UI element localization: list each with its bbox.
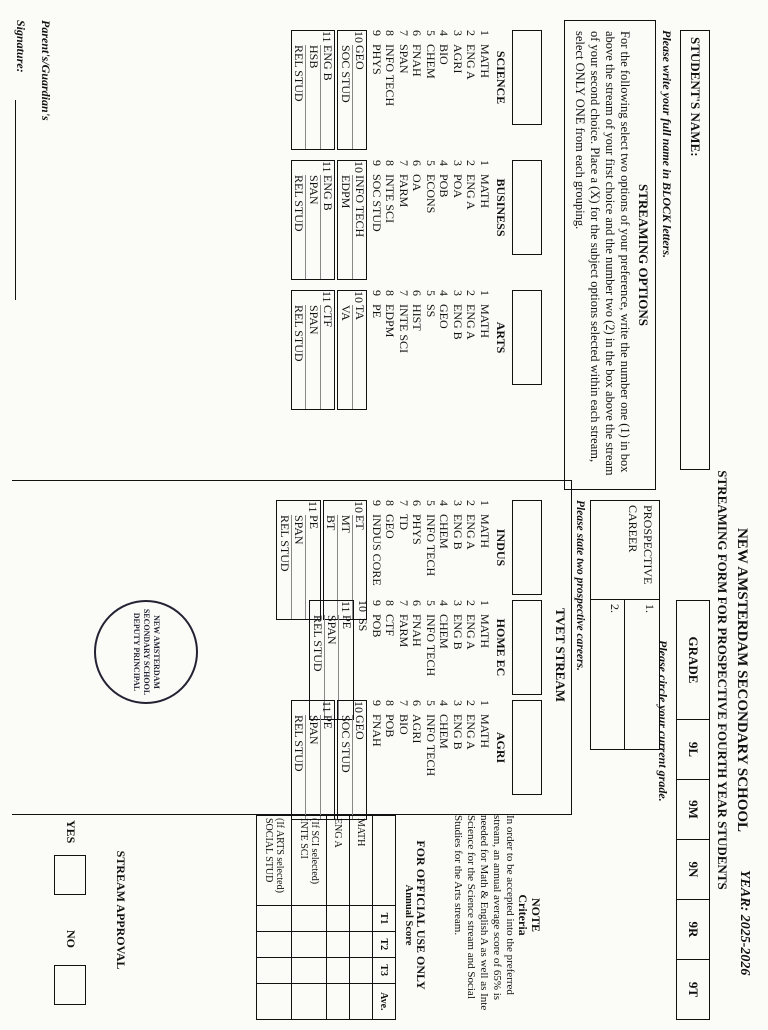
subject-option[interactable]: MATH [478,174,492,209]
stream-heading: AGRI [494,731,508,764]
career-field-1[interactable]: 1. [624,600,659,749]
subject-option[interactable]: ENG A [464,514,479,550]
row-label: (If ARTS selected) SOCIAL STUD [257,816,292,906]
item-num: 8 [383,600,398,606]
subject-option[interactable]: AGRI [451,44,465,74]
career-instruction: Please state two prospective careers. [574,500,586,671]
subject-option[interactable]: BIO [437,44,452,65]
subject-option[interactable]: SPAN [291,515,306,619]
subject-option[interactable]: AGRI [410,714,425,744]
stream-heading: HOME EC [494,618,508,677]
item-num: 10 [356,600,371,612]
approval-yes-box[interactable] [54,855,86,895]
item-num: 8 [383,500,398,506]
table-row [327,816,350,1020]
item-num: 9 [370,700,384,706]
score-cell[interactable] [292,906,327,932]
item-num: 1 [478,700,492,706]
school-stamp: NEW AMSTERDAM SECONDARY SCHOOL DEPUTY PRINCIPAL [94,600,198,704]
subject-option[interactable]: ENG A [464,174,479,210]
streaming-options-instruction: For the following select two options of your preference, write the number one (1) in box above the stream of your first choice and the number two (2) in the box above the stream of your second choice. Place a (X) for the subject options selected within each stream, select ONLY ONE from each grouping. [573,31,632,476]
subject-option[interactable]: POA [451,174,465,199]
subject-option[interactable]: MATH [478,614,492,649]
row-label: (If SCI selected) INTE SCI [292,816,327,906]
item-num: 9 [370,600,384,606]
grade-option-9r[interactable]: 9R [677,900,709,960]
subject-option[interactable]: PHYS [370,44,384,75]
subject-option[interactable]: OA [410,174,425,192]
grade-instruction: Please circle your current grade. [656,640,670,802]
subject-option[interactable]: INDUS CORE [370,514,384,586]
subject-option[interactable]: CTF [320,305,335,409]
subject-option[interactable]: ET [352,515,367,619]
subject-option[interactable]: SOC STUD [339,45,353,103]
subject-option[interactable]: ENG B [451,514,465,550]
subject-option[interactable]: SS [424,304,438,318]
annual-score-table [256,815,396,1020]
stream-choice-box-business[interactable] [512,160,542,255]
subject-option[interactable]: ENG B [451,304,465,340]
score-cell[interactable] [292,983,327,1019]
score-cell[interactable] [350,983,373,1019]
subject-option[interactable]: SS [356,618,371,632]
subject-option[interactable]: REL STUD [292,715,307,772]
item-num: 1 [478,160,492,166]
subject-option[interactable]: CHEM [424,44,438,79]
subject-option[interactable]: REL STUD [311,615,325,672]
subject-option[interactable]: PHYS [410,514,425,545]
subject-option[interactable]: TA [352,305,367,409]
subject-option[interactable]: ENG B [451,614,465,650]
grade-option-9t[interactable]: 9T [686,981,701,998]
column-header: T2 [373,931,396,957]
official-use-title: FOR OFFICIAL USE ONLY [414,840,428,990]
criteria-note [451,815,542,1015]
subject-option[interactable]: HIST [410,304,425,331]
table-header-row [373,816,396,1020]
score-cell[interactable] [257,957,292,983]
subject-option[interactable]: SPAN [324,615,339,719]
subject-option[interactable]: ENG A [464,714,479,750]
option-group-10: 10 ET MT BT [323,500,368,620]
item-num: 3 [451,290,465,296]
annual-score-title: Annual Score [403,884,414,946]
subject-option[interactable]: ENG B [320,45,335,149]
item-num: 4 [437,290,452,296]
option-group-11: 11 CTF SPAN REL STUD [291,290,336,410]
stream-heading: SCIENCE [494,50,508,105]
subject-option[interactable]: REL STUD [292,175,307,232]
item-num: 7 [397,600,411,606]
score-cell[interactable] [327,931,350,957]
student-name-field[interactable] [680,30,710,470]
item-num: 6 [410,290,425,296]
item-num: 5 [424,30,438,36]
approval-no-box[interactable] [54,965,86,1005]
item-num: 5 [424,160,438,166]
stream-business [289,160,542,280]
score-cell[interactable] [257,931,292,957]
subject-option[interactable]: REL STUD [292,45,307,102]
subject-option[interactable]: INFO TECH [424,614,438,677]
subject-option[interactable]: CHEM [437,514,452,549]
subject-option[interactable]: POB [437,174,452,198]
option-group-11: 11 ENG B SPAN REL STUD [291,160,336,280]
grade-option-9m[interactable]: 9M [677,780,709,840]
subject-option[interactable]: ENG A [464,44,479,80]
subject-option[interactable]: FARM [397,614,411,648]
subject-option[interactable]: SPAN [306,715,321,819]
option-group-11: 11 ENG B HSB REL STUD [291,30,336,150]
streaming-options-box [564,20,656,490]
subject-option[interactable]: INFO TECH [424,514,438,577]
subject-option[interactable]: GEO [383,514,398,539]
approval-yes-label: YES [64,820,78,844]
item-num: 9 [370,30,384,36]
subject-option[interactable]: BT [324,515,339,531]
subject-option[interactable]: EDPM [339,175,353,209]
item-num: 2 [464,600,479,606]
table-row [350,816,373,1020]
stream-choice-box-arts[interactable] [512,290,542,385]
stream-heading: INDUS [494,528,508,567]
item-num: 2 [464,160,479,166]
column-header [373,816,396,906]
subject-option[interactable]: FARM [397,174,411,208]
prospective-career-label: PROSPECTIVE CAREER [590,500,660,600]
subject-option[interactable]: INTE SCI [397,304,411,353]
score-cell[interactable] [327,983,350,1019]
guardian-label: Parent's/Guardian's [39,20,53,121]
subject-option[interactable]: MATH [478,714,492,749]
student-name-label: STUDENT'S NAME: [688,37,703,157]
item-num: 9 [370,290,384,296]
prospective-career-fields [590,600,660,750]
item-num: 1 [478,500,492,506]
subject-option[interactable]: SPAN [306,305,321,409]
item-num: 8 [383,30,398,36]
tvet-stream-title: TVET STREAM [553,607,568,703]
item-num: 7 [397,700,411,706]
subject-option[interactable]: REL STUD [278,515,292,572]
subject-option[interactable]: POB [370,614,384,638]
column-header: T1 [373,906,396,932]
item-num: 6 [410,500,425,506]
subject-option[interactable]: SOC STUD [370,174,384,232]
stream-science [289,30,542,150]
subject-option[interactable]: ENG A [464,614,479,650]
subject-option[interactable]: REL STUD [292,305,307,362]
table-row [257,816,292,1020]
subject-option[interactable]: CTF [383,614,398,637]
subject-option[interactable]: INFO TECH [352,175,367,279]
item-num: 8 [383,160,398,166]
item-num: 7 [397,500,411,506]
item-num: 6 [410,700,425,706]
score-cell[interactable] [257,983,292,1019]
subject-option[interactable]: INFO TECH [424,714,438,777]
item-num: 5 [424,700,438,706]
subject-option[interactable]: FNAH [410,614,425,647]
item-num: 9 [370,160,384,166]
subject-option[interactable]: SPAN [397,44,411,74]
subject-option[interactable]: MATH [478,44,492,79]
subject-option[interactable]: PE [370,304,384,319]
form-title: STREAMING FORM FOR PROSPECTIVE FOURTH YEAR STUDENTS [715,470,730,890]
stream-heading: ARTS [494,321,508,354]
item-num: 4 [437,30,452,36]
item-num: 3 [451,600,465,606]
score-cell[interactable] [257,906,292,932]
signature-line[interactable] [15,100,16,300]
item-num: 4 [437,160,452,166]
note-title: NOTE [529,897,543,932]
stream-approval-title: STREAM APPROVAL [114,850,128,970]
option-group-11: 11 PE SPAN REL STUD [310,600,355,720]
stream-arts [289,290,542,410]
subject-option[interactable]: TD [397,514,411,530]
subject-option[interactable]: ECONS [424,174,438,214]
school-name: NEW AMSTERDAM SECONDARY SCHOOL [734,527,750,833]
signature-label: Signature: [14,20,28,73]
subject-option[interactable]: MATH [478,514,492,549]
option-group-11: 11 PE SPAN REL STUD [291,700,336,820]
student-name-instruction: Please write your full name in BLOCK letters. [660,30,674,259]
subject-option[interactable]: MT [338,515,353,619]
item-num: 1 [478,30,492,36]
item-num: 5 [424,500,438,506]
option-group-10: 10 TA VA [338,290,368,410]
column-header: Ave. [373,983,396,1019]
subject-option[interactable]: CHEM [437,614,452,649]
item-num: 3 [451,700,465,706]
item-num: 7 [397,160,411,166]
subject-option[interactable]: ENG A [464,304,479,340]
row-label: MATH [350,816,373,906]
subject-option[interactable]: PE [339,615,354,719]
item-num: 5 [424,290,438,296]
approval-no-label: NO [64,930,78,948]
item-num: 1 [478,290,492,296]
item-num: 7 [397,290,411,296]
item-num: 5 [424,600,438,606]
item-num: 4 [437,600,452,606]
subject-option[interactable]: INTE SCI [383,174,398,223]
grade-label: GRADE [677,601,709,720]
stream-choice-box-science[interactable] [512,30,542,125]
item-num: 2 [464,290,479,296]
school-year: YEAR: 2025-2026 [737,870,752,976]
subject-option[interactable]: POB [383,714,398,738]
subject-option[interactable]: EDPM [383,304,398,338]
subject-option[interactable]: PE [320,715,335,819]
stream-heading: BUSINESS [494,178,508,237]
subject-option[interactable]: GEO [352,715,367,819]
item-num: 4 [437,700,452,706]
stream-choice-box-agri[interactable] [512,700,542,795]
note-subtitle: Criteria [516,894,530,936]
subject-option[interactable]: VA [339,305,353,321]
grade-option-9l[interactable]: 9L [677,720,709,780]
item-num: 8 [383,290,398,296]
score-cell[interactable] [350,906,373,932]
item-num: 2 [464,500,479,506]
grade-selector [676,600,710,1020]
item-num: 3 [451,30,465,36]
subject-option[interactable]: FNAH [370,714,384,747]
subject-option[interactable]: MATH [478,304,492,339]
item-num: 7 [397,30,411,36]
table-row [292,816,327,1020]
item-num: 8 [383,700,398,706]
subject-option[interactable]: SPAN [306,175,321,279]
subject-option[interactable]: HSB [306,45,321,149]
item-num: 6 [410,160,425,166]
row-label: ENG A [327,816,350,906]
option-group-10: 10 GEO SOC STUD [338,700,368,820]
score-cell[interactable] [350,957,373,983]
item-num: 6 [410,600,425,606]
score-cell[interactable] [292,931,327,957]
score-cell[interactable] [350,931,373,957]
stream-agri [289,700,542,820]
item-num: 4 [437,500,452,506]
subject-option[interactable]: FNAH [410,44,425,77]
subject-option[interactable]: GEO [437,304,452,329]
item-num: 9 [370,500,384,506]
subject-option[interactable]: SOC STUD [339,715,353,773]
item-num: 3 [451,500,465,506]
subject-option[interactable]: ENG B [320,175,335,279]
column-header: T3 [373,957,396,983]
career-field-2[interactable]: 2. [608,604,622,613]
score-cell[interactable] [327,906,350,932]
subject-option[interactable]: PE [306,515,321,619]
subject-option[interactable]: GEO [352,45,367,149]
grade-option-9n[interactable]: 9N [677,840,709,900]
stream-choice-box-home-ec[interactable] [512,600,542,695]
streaming-options-title: STREAMING OPTIONS [636,184,651,326]
subject-option[interactable]: ENG B [451,714,465,750]
item-num: 2 [464,30,479,36]
item-num: 1 [478,600,492,606]
option-group-10: 10 INFO TECH EDPM [338,160,368,280]
note-text: In order to be accepted into the preferred stream, an annual average score of 65% is needed for Math & English A as well as Inte Science for the Science stream and Social Studies for the Arts stream. [452,815,516,1011]
subject-option[interactable]: INFO TECH [383,44,398,107]
item-num: 2 [464,700,479,706]
stream-choice-box-indus[interactable] [512,500,542,595]
score-cell[interactable] [292,957,327,983]
score-cell[interactable] [327,957,350,983]
option-group-11: 11 PE SPAN REL STUD [277,500,322,620]
item-num: 3 [451,160,465,166]
item-num: 6 [410,30,425,36]
subject-option[interactable]: CHEM [437,714,452,749]
subject-option[interactable]: BIO [397,714,411,735]
option-group-10: 10 GEO SOC STUD [338,30,368,150]
